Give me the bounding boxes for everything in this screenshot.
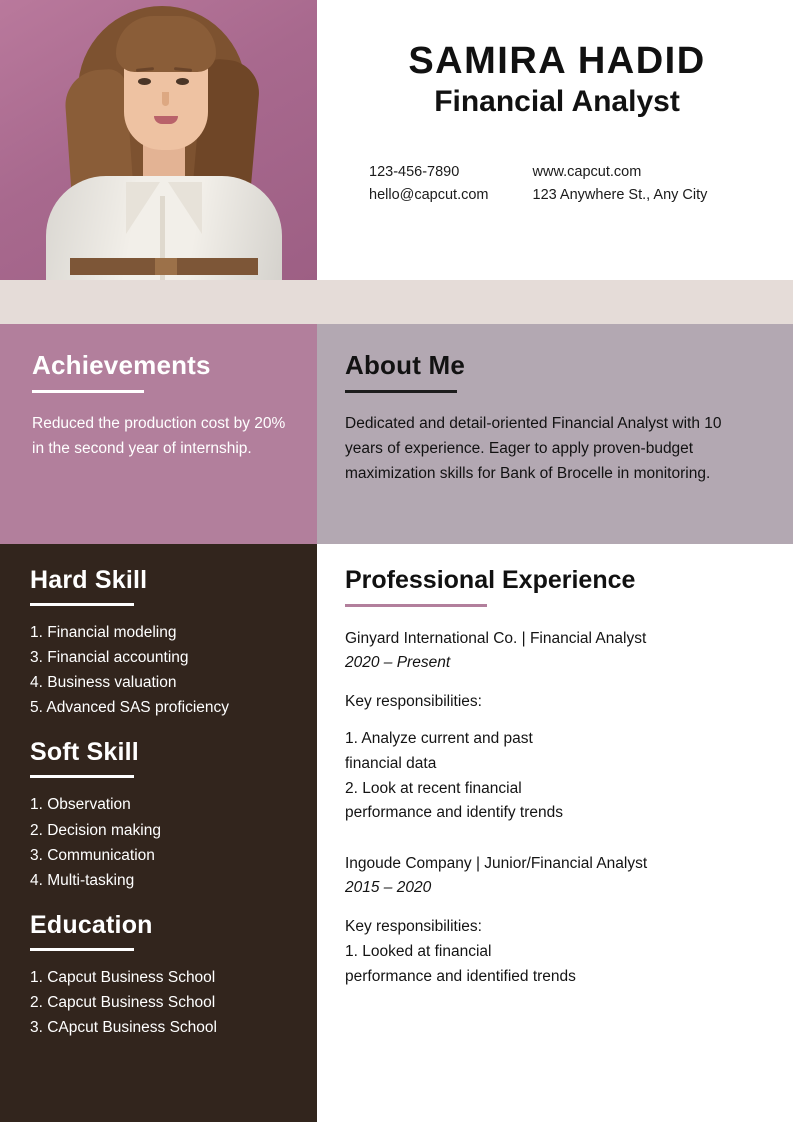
phone-text: 123-456-7890 (369, 164, 460, 180)
about-text: Dedicated and detail-oriented Financial Analyst with 10 years of experience. Eager to apply proven-budget maximization skills for Bank of Brocelle in monitoring. (345, 415, 722, 483)
address-text: 123 Anywhere St., Any City (532, 187, 708, 204)
hard-skill-heading: Hard Skill (30, 566, 148, 594)
divider-band (0, 280, 793, 324)
achievements-underline (32, 390, 144, 393)
portrait-illustration (0, 0, 317, 280)
list-item: 2. Decision making (30, 821, 161, 839)
eye-left (138, 78, 151, 85)
list-item: 4. Multi-tasking (30, 871, 135, 889)
hard-skill-underline (30, 603, 134, 606)
achievements-text: Reduced the production cost by 20% in the second year of internship. (32, 415, 286, 458)
website-text: www.capcut.com (532, 164, 642, 180)
list-item: 1. Financial modeling (30, 624, 177, 641)
job-dates: 2015 – 2020 (345, 879, 432, 897)
list-item: 1. Analyze current and past (345, 730, 533, 748)
skills-panel (0, 544, 317, 1122)
list-item: 3. CApcut Business School (30, 1019, 217, 1037)
list-item: 2. Look at recent financial (345, 779, 522, 797)
soft-skill-heading: Soft Skill (30, 738, 139, 767)
spacer (30, 720, 295, 738)
achievements-panel (0, 324, 317, 544)
hard-skill-list (30, 620, 295, 720)
header-section (0, 0, 793, 280)
name-block (317, 0, 793, 280)
responsibilities-list (345, 727, 753, 826)
job-dates: 2020 – Present (345, 654, 451, 672)
list-item: 4. Business valuation (30, 674, 177, 692)
list-item: 3. Financial accounting (30, 649, 189, 667)
responsibilities-list (345, 940, 753, 990)
list-item: financial data (345, 754, 437, 772)
list-item: 1. Looked at financial (345, 943, 492, 961)
contact-info (345, 161, 769, 207)
eye-right (176, 78, 189, 85)
education-heading: Education (30, 910, 153, 939)
experience-job-1 (345, 627, 753, 826)
responsibilities-label: Key responsibilities: (345, 918, 482, 936)
job-title-company: Ginyard International Co. | Financial Analyst (345, 630, 647, 647)
education-underline (30, 948, 134, 951)
contact-column-right (533, 161, 708, 207)
list-item: 1. Capcut Business School (30, 968, 216, 986)
education-list (30, 965, 295, 1040)
list-item: performance and identify trends (345, 804, 563, 822)
list-item: 5. Advanced SAS proficiency (30, 699, 230, 717)
belt-buckle (155, 258, 177, 275)
list-item: 1. Observation (30, 796, 131, 814)
list-item: performance and identified trends (345, 968, 576, 986)
page-title: SAMIRA HADID (408, 40, 706, 82)
email-text: hello@capcut.com (369, 187, 489, 204)
collar-right-shape (168, 182, 202, 234)
responsibilities-label: Key responsibilities: (345, 693, 482, 711)
collar-left-shape (126, 182, 160, 234)
experience-job-2 (345, 852, 753, 990)
job-title-company: Ingoude Company | Junior/Financial Analyst (345, 855, 648, 873)
nose-shape (162, 92, 169, 106)
job-title: Financial Analyst (434, 85, 680, 118)
middle-section (0, 324, 793, 544)
soft-skill-list (30, 792, 295, 892)
about-underline (345, 390, 457, 393)
portrait-photo (0, 0, 317, 280)
list-item: 2. Capcut Business School (30, 993, 216, 1011)
soft-skill-underline (30, 775, 134, 778)
contact-column-left (369, 161, 489, 207)
spacer (345, 826, 753, 852)
experience-heading: Professional Experience (345, 566, 636, 594)
about-panel (317, 324, 793, 544)
hair-top-shape (116, 16, 216, 72)
spacer (30, 893, 295, 911)
achievements-heading: Achievements (32, 350, 211, 380)
about-heading: About Me (345, 350, 466, 380)
list-item: 3. Communication (30, 846, 155, 864)
bottom-section (0, 544, 793, 1122)
experience-underline (345, 604, 487, 607)
experience-panel (317, 544, 793, 1122)
